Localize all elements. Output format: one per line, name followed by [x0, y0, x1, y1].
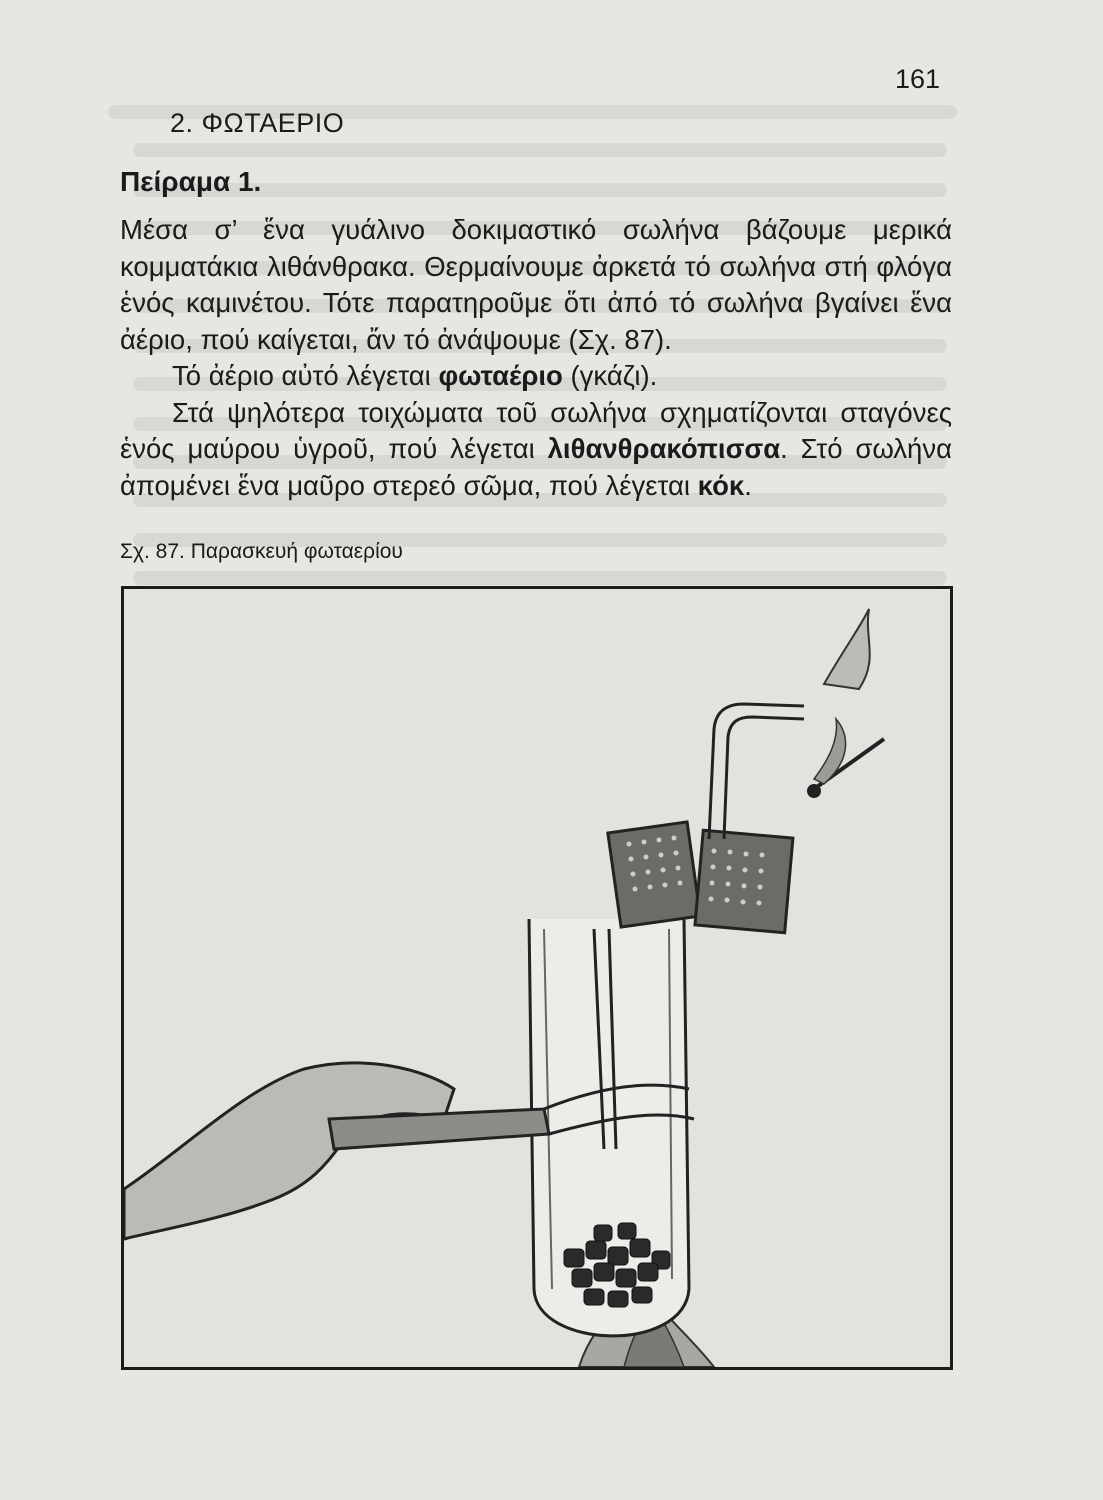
- stoppers: [608, 822, 793, 933]
- paragraph-3-middle: . Στό σωλήνα ἀπομένει ἕνα μαῦρο στερεό σῶμα, πού λέγεται: [120, 433, 953, 501]
- paragraph-3: [120, 395, 952, 505]
- paragraph-3-before: Στά ψηλότερα τοιχώματα τοῦ σωλήνα σχηματίζονται σταγόνες ἑνός μαύρου ὑγροῦ, πού λέγεται: [120, 396, 952, 464]
- burning-match: [807, 609, 884, 798]
- paragraph-3-after: .: [744, 469, 752, 501]
- term-fotaerio: φωταέριο: [438, 360, 563, 391]
- figure-caption: Σχ. 87. Παρασκευή φωταερίου: [120, 540, 403, 563]
- paragraph-2-after: (γκάζι).: [562, 360, 658, 391]
- paragraph-1: Μέσα σ’ ἕνα γυάλινο δοκιμαστικό σωλήνα βάζουμε μερικά κομματάκια λιθάνθρακα. Θερμαίνουμε ἀρκετά τό σωλήνα στή φλόγα ἑνός καμινέτου. Τότε παρατηροῦμε ὅτι ἀπό τό σωλήνα βγαίνει ἕνα ἀέριο, πού καίγεται, ἄν τό ἀνάψουμε (Σχ. 87).: [120, 214, 952, 355]
- body-text: [120, 212, 952, 504]
- term-kok: κόκ: [697, 469, 745, 501]
- gas-production-drawing: [124, 589, 950, 1367]
- term-lithanthrakopissa: λιθανθρακόπισσα: [547, 433, 781, 464]
- figure-87-illustration: [121, 586, 953, 1370]
- experiment-title: Πείραμα 1.: [120, 166, 262, 197]
- paragraph-2-before: Τό ἀέριο αὐτό λέγεται: [172, 360, 439, 391]
- page-number: 161: [895, 64, 941, 94]
- paragraph-2: [120, 358, 952, 395]
- section-title: 2. ΦΩΤΑΕΡΙΟ: [170, 108, 345, 138]
